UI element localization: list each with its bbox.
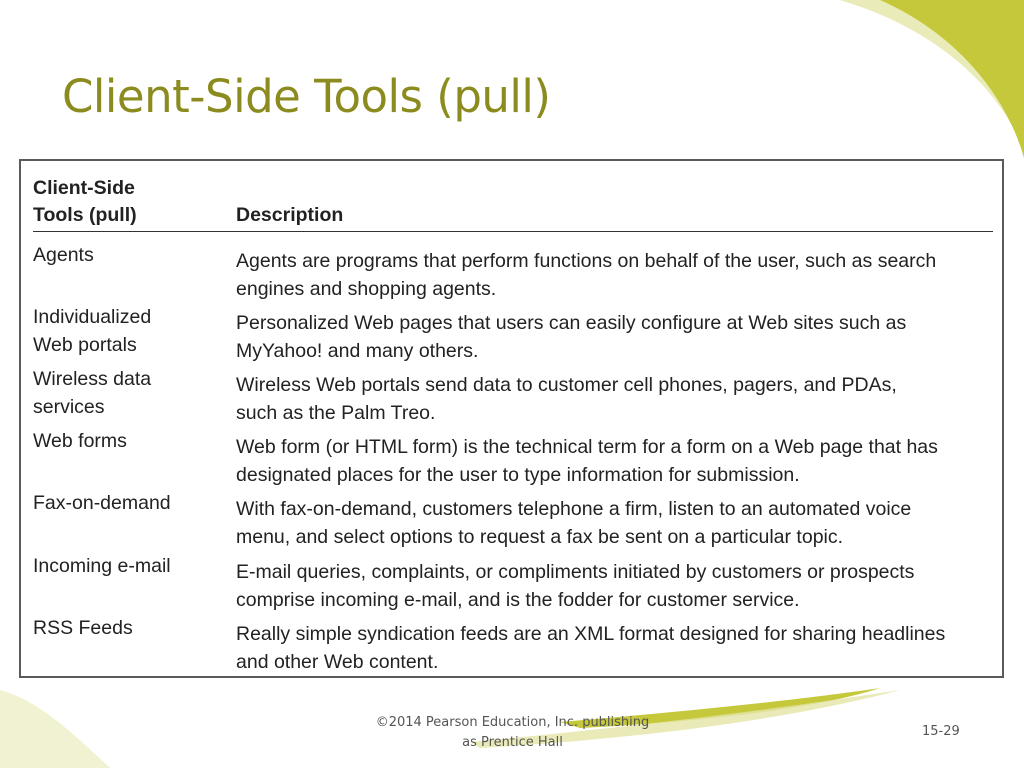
description-line2: such as the Palm Treo.: [236, 402, 436, 424]
header-description: Description: [236, 204, 344, 226]
header-tool-line2: Tools (pull): [33, 204, 137, 226]
header-tool: [33, 175, 137, 229]
description-line2: engines and shopping agents.: [236, 278, 497, 300]
header-tool-line1: Client-Side: [33, 177, 135, 199]
tool-name: [33, 614, 228, 642]
slide-title: Client-Side Tools (pull): [62, 70, 551, 123]
tool-name: [33, 303, 228, 359]
description-line1: Wireless Web portals send data to customer cell phones, pagers, and PDAs,: [236, 374, 897, 396]
description-line1: Agents are programs that perform functions on behalf of the user, such as search: [236, 250, 937, 272]
tool-name-line1: Incoming e-mail: [33, 555, 171, 577]
description-line2: menu, and select options to request a fax be sent on a particular topic.: [236, 526, 844, 548]
tools-table: [19, 159, 1004, 678]
table-header: [33, 175, 993, 232]
tool-name-line2: Web portals: [33, 334, 137, 356]
tool-description: [236, 433, 996, 489]
tool-name: [33, 489, 228, 517]
footer-copyright: [360, 713, 665, 753]
tool-name: [33, 241, 228, 269]
description-line1: With fax-on-demand, customers telephone a firm, listen to an automated voice: [236, 498, 912, 520]
description-line2: MyYahoo! and many others.: [236, 340, 479, 362]
description-line2: comprise incoming e-mail, and is the fodder for customer service.: [236, 589, 800, 611]
tool-name-line1: Web forms: [33, 430, 127, 452]
tool-name-line1: Fax-on-demand: [33, 492, 171, 514]
tool-name: [33, 552, 228, 580]
tool-description: [236, 495, 996, 551]
tool-name-line1: RSS Feeds: [33, 617, 133, 639]
tool-description: [236, 558, 996, 614]
description-line1: Really simple syndication feeds are an XML format designed for sharing headlines: [236, 623, 946, 645]
tool-name: [33, 427, 228, 455]
tool-name: [33, 365, 228, 421]
description-line1: Web form (or HTML form) is the technical term for a form on a Web page that has: [236, 436, 938, 458]
tool-description: [236, 371, 996, 427]
tool-name-line1: Individualized: [33, 306, 152, 328]
tool-name-line1: Wireless data: [33, 368, 152, 390]
tool-name-line1: Agents: [33, 244, 94, 266]
tool-name-line2: services: [33, 396, 105, 418]
description-line2: and other Web content.: [236, 651, 439, 673]
copyright-line1: ©2014 Pearson Education, Inc. publishing: [375, 715, 650, 730]
copyright-line2: as Prentice Hall: [462, 735, 563, 750]
tool-description: [236, 247, 996, 303]
description-line1: Personalized Web pages that users can easily configure at Web sites such as: [236, 312, 907, 334]
description-line2: designated places for the user to type information for submission.: [236, 464, 800, 486]
bottom-left-shape: [0, 690, 110, 768]
tool-description: [236, 620, 996, 676]
page-number: 15-29: [922, 724, 960, 739]
tool-description: [236, 309, 996, 365]
description-line1: E-mail queries, complaints, or compliments initiated by customers or prospects: [236, 561, 915, 583]
